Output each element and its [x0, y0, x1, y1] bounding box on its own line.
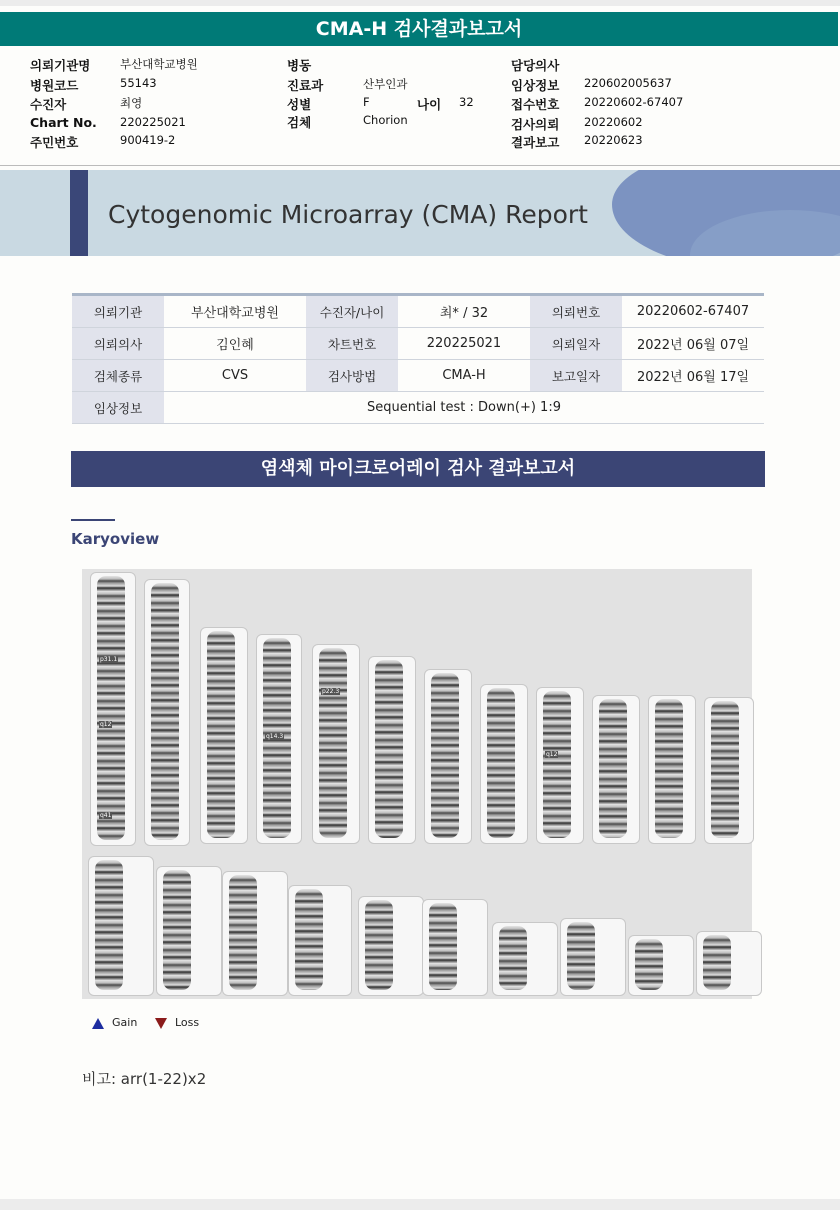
chromosome [480, 684, 528, 844]
chromosome-bands [207, 631, 235, 838]
chromosome [90, 572, 136, 846]
karyoview-title: Karyoview [71, 530, 160, 548]
field-value: 산부인과 [363, 77, 408, 91]
chromosome [422, 899, 488, 996]
table-value: 김인혜 [164, 328, 306, 360]
table-key: 보고일자 [530, 360, 622, 392]
chromosome [222, 871, 288, 996]
banner-title: Cytogenomic Microarray (CMA) Report [108, 200, 588, 229]
field-label: 접수번호 [511, 97, 560, 112]
table-row [72, 328, 764, 360]
chromosome-bands [543, 691, 571, 838]
chromosome-bands [431, 673, 459, 838]
legend-loss-label: Loss [175, 1016, 200, 1029]
table-key: 의뢰의사 [72, 328, 164, 360]
field-label: Chart No. [30, 115, 97, 130]
chromosome-bands [319, 648, 347, 838]
chromosome-bands [151, 583, 179, 840]
remark: 비고: arr(1-22)x2 [82, 1070, 207, 1088]
chromosome-bands [375, 660, 403, 838]
chromosome-bands [295, 889, 323, 990]
field-label: 주민번호 [30, 135, 79, 150]
field-value: 20220602-67407 [584, 95, 684, 109]
chromosome [592, 695, 640, 844]
section-title: 염색체 마이크로어레이 검사 결과보고서 [71, 451, 765, 487]
field-label: 결과보고 [511, 135, 560, 150]
chromosome-bands [635, 939, 663, 990]
chromosome-bands [499, 926, 527, 990]
table-value: 2022년 06월 17일 [622, 360, 764, 392]
table-row [72, 392, 764, 424]
chromosome [424, 669, 472, 844]
table-key: 수진자/나이 [306, 295, 398, 328]
field-label: 의뢰기관명 [30, 58, 91, 73]
table-key: 의뢰번호 [530, 295, 622, 328]
chromosome-bands [229, 875, 257, 990]
chromosome [256, 634, 302, 844]
chromosome-bands [97, 576, 125, 840]
chromosome [628, 935, 694, 996]
field-value: 최영 [120, 96, 143, 110]
chromosome [144, 579, 190, 846]
chromosome [368, 656, 416, 844]
table-value: CMA-H [398, 360, 530, 392]
chromosome-bands [567, 922, 595, 990]
chromosome-bands [655, 699, 683, 838]
chromosome [560, 918, 626, 996]
karyoview-image [82, 569, 752, 999]
field-label: 검사의뢰 [511, 117, 560, 132]
field-label: 수진자 [30, 97, 67, 112]
chromosome [88, 856, 154, 996]
table-row [72, 295, 764, 328]
chromosome [358, 896, 424, 996]
band-label: p22.3 [322, 688, 340, 695]
legend-loss [155, 1016, 199, 1029]
table-key: 임상정보 [72, 392, 164, 424]
chromosome [156, 866, 222, 996]
field-value: Chorion [363, 113, 408, 127]
field-label: 성별 [287, 97, 312, 112]
field-value: 220602005637 [584, 76, 672, 90]
table-row [72, 360, 764, 392]
chromosome-bands [703, 935, 731, 990]
table-value: CVS [164, 360, 306, 392]
table-key: 검체종류 [72, 360, 164, 392]
chromosome [536, 687, 584, 844]
field-value: 220225021 [120, 115, 186, 129]
band-label: q12 [546, 751, 558, 758]
chromosome-bands [263, 638, 291, 838]
field-value: 32 [459, 95, 474, 109]
chromosome [288, 885, 352, 996]
field-value: 부산대학교병원 [120, 57, 198, 71]
field-value: 20220602 [584, 115, 643, 129]
field-label: 담당의사 [511, 58, 560, 73]
field-label: 병동 [287, 58, 312, 73]
legend-gain [92, 1016, 137, 1029]
loss-triangle-icon [155, 1018, 167, 1029]
field-label: 병원코드 [30, 78, 79, 93]
chromosome-bands [429, 903, 457, 990]
table-value: 최* / 32 [398, 295, 530, 328]
field-value: 900419-2 [120, 133, 176, 147]
report-title: CMA-H 검사결과보고서 [0, 12, 838, 46]
gain-triangle-icon [92, 1018, 104, 1029]
banner-accent-bar [70, 170, 88, 256]
table-key: 검사방법 [306, 360, 398, 392]
legend-gain-label: Gain [112, 1016, 138, 1029]
band-label: q12 [100, 721, 112, 728]
chromosome-bands [163, 870, 191, 990]
chromosome-bands [487, 688, 515, 838]
chromosome [312, 644, 360, 844]
table-key: 의뢰기관 [72, 295, 164, 328]
band-label: p31.1 [100, 656, 118, 663]
field-label: 나이 [417, 97, 442, 112]
field-label: 임상정보 [511, 78, 560, 93]
chromosome-bands [599, 699, 627, 838]
table-value: 20220602-67407 [622, 295, 764, 328]
report-banner [0, 170, 840, 256]
bottom-strip [0, 1199, 840, 1210]
header-divider [0, 165, 840, 166]
field-label: 진료과 [287, 78, 324, 93]
table-key: 의뢰일자 [530, 328, 622, 360]
chromosome [200, 627, 248, 844]
table-value: 부산대학교병원 [164, 295, 306, 328]
chromosome-bands [95, 860, 123, 990]
table-value: 2022년 06월 07일 [622, 328, 764, 360]
field-value: 55143 [120, 76, 157, 90]
field-value: F [363, 95, 370, 109]
table-value: 220225021 [398, 328, 530, 360]
chromosome [696, 931, 762, 996]
chromosome [492, 922, 558, 996]
band-label: q41 [100, 812, 112, 819]
patient-info-table [72, 293, 764, 424]
band-label: q14.3 [266, 733, 284, 740]
table-key: 차트번호 [306, 328, 398, 360]
clinical-info-value: Sequential test : Down(+) 1:9 [164, 392, 764, 424]
field-value: 20220623 [584, 133, 643, 147]
chromosome [704, 697, 754, 844]
chromosome-bands [711, 701, 739, 838]
top-strip [0, 0, 840, 6]
field-label: 검체 [287, 115, 312, 130]
chromosome-bands [365, 900, 393, 990]
karyoview-underline [71, 519, 115, 521]
chromosome [648, 695, 696, 844]
